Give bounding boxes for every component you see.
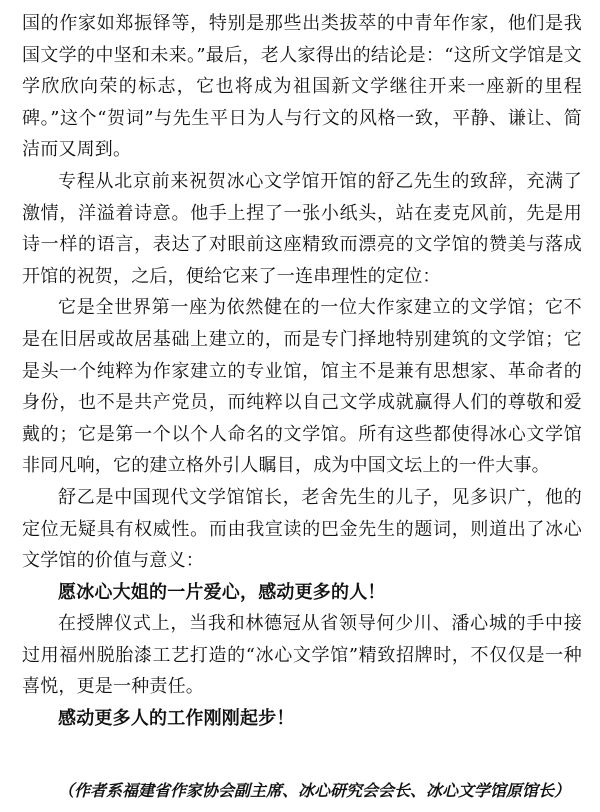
inscription-quote: 愿冰心大姐的一片爱心，感动更多的人！: [58, 581, 386, 603]
paragraph-3: 它是全世界第一座为依然健在的一位大作家建立的文学馆；它不是在旧居或故居基础上建立的，而是专门择地特别建筑的文学馆；它是头一个纯粹为作家建立的专业馆，馆主不是兼有思想家、革命者的身份，也不是共产党员，而纯粹以自己文学成就赢得人们的尊敬和爱戴的；它是第一个以个人命名的文学馆。所有这些都使得冰心文学馆非同凡响，它的建立格外引人瞩目，成为中国文坛上的一件大事。: [22, 297, 582, 477]
section-gap: [22, 735, 582, 775]
paragraph-1: 国的作家如郑振铎等，特别是那些出类拔萃的中青年作家，他们是我国文学的中坚和未来。”最后，老人家得出的结论是：“这所文学馆是文学欣欣向荣的标志，它也将成为祖国新文学继往开来一座新的里程碑。”这个“贺词”与先生平日为人与行文的风格一致，平静、谦让、简洁而又周到。: [22, 13, 582, 161]
paragraph-4: 舒乙是中国现代文学馆馆长，老舍先生的儿子，见多识广，他的定位无疑具有权威性。而由我宣读的巴金先生的题词，则道出了冰心文学馆的价值与意义：: [22, 486, 582, 572]
document-page: [22, 8, 582, 806]
paragraph-5: 在授牌仪式上，当我和林德冠从省领导何少川、潘心城的手中接过用福州脱胎漆工艺打造的“冰心文学馆”精致招牌时，不仅仅是一种喜悦，更是一种责任。: [22, 613, 582, 698]
paragraph-2: 专程从北京前来祝贺冰心文学馆开馆的舒乙先生的致辞，充满了激情，洋溢着诗意。他手上捏了一张小纸头，站在麦克风前，先是用诗一样的语言，表达了对眼前这座精致而漂亮的文学馆的赞美与落成开馆的祝贺，之后，便给它来了一连串理性的定位：: [22, 170, 582, 287]
author-note: （作者系福建省作家协会副主席、冰心研究会会长、冰心文学馆原馆长）: [58, 780, 571, 800]
closing-line: 感动更多人的工作刚刚起步！: [58, 708, 295, 730]
